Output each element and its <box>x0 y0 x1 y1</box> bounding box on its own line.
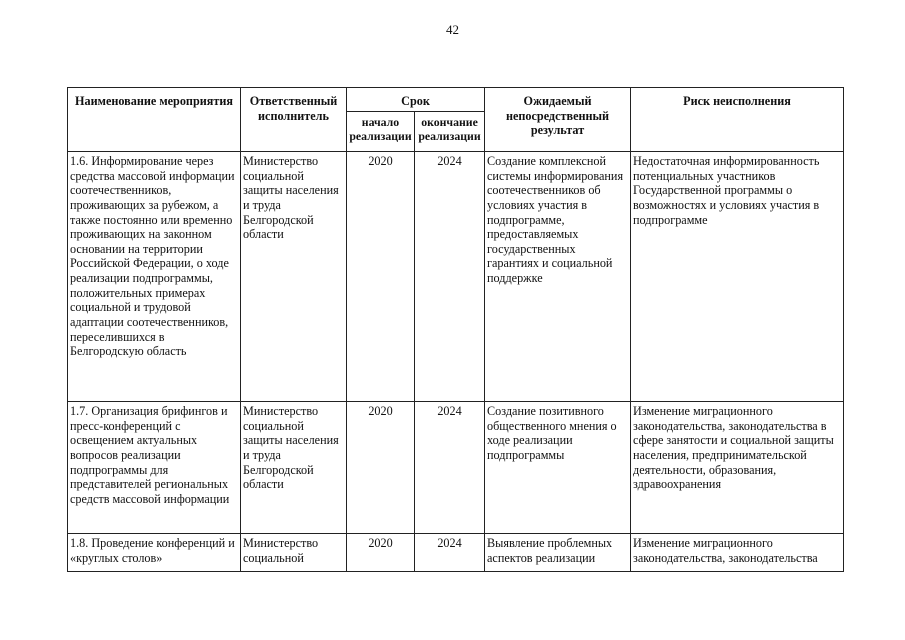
header-term: Срок <box>347 88 485 112</box>
row-executor: Министерство социальной <box>241 534 347 572</box>
row-start-year: 2020 <box>347 402 415 534</box>
header-term-start: начало реализации <box>347 112 415 152</box>
table-row <box>68 152 844 402</box>
row-risk: Изменение миграционного законодательства, законодательства в сфере занятости и социальной защиты населения, предпринимательской деятельности, образования, здравоохранения <box>631 402 844 534</box>
row-end-year: 2024 <box>415 534 485 572</box>
activities-table <box>67 87 844 572</box>
row-activity-name: 1.7. Организация брифингов и пресс-конференций с освещением актуальных вопросов реализации подпрограммы для представителей региональных средств массовой информации <box>68 402 241 534</box>
row-activity-name: 1.6. Информирование через средства массовой информации соотечественников, проживающих за рубежом, а также постоянно или временно проживающих на законном основании на территории Российской Федерации, о ходе реализации подпрограммы, положительных примерах социальной и трудовой адаптации соотечественников, переселившихся в Белгородскую область <box>68 152 241 402</box>
table-row <box>68 534 844 572</box>
row-expected-result: Создание позитивного общественного мнения о ходе реализации подпрограммы <box>485 402 631 534</box>
row-end-year: 2024 <box>415 152 485 402</box>
table-row <box>68 402 844 534</box>
header-risk: Риск неисполнения <box>631 88 844 152</box>
table-header-row <box>68 88 844 112</box>
row-activity-name: 1.8. Проведение конференций и «круглых столов» <box>68 534 241 572</box>
row-risk: Недостаточная информированность потенциальных участников Государственной программы о возможностях и условиях участия в подпрограмме <box>631 152 844 402</box>
header-name: Наименование мероприятия <box>68 88 241 152</box>
row-start-year: 2020 <box>347 152 415 402</box>
row-start-year: 2020 <box>347 534 415 572</box>
row-executor: Министерство социальной защиты населения и труда Белгородской области <box>241 152 347 402</box>
row-expected-result: Выявление проблемных аспектов реализации <box>485 534 631 572</box>
header-executor: Ответственный исполнитель <box>241 88 347 152</box>
header-term-end: окончание реализации <box>415 112 485 152</box>
row-end-year: 2024 <box>415 402 485 534</box>
row-executor: Министерство социальной защиты населения и труда Белгородской области <box>241 402 347 534</box>
header-result: Ожидаемый непосредственный результат <box>485 88 631 152</box>
row-risk: Изменение миграционного законодательства, законодательства <box>631 534 844 572</box>
page-number: 42 <box>446 22 459 37</box>
row-expected-result: Создание комплексной системы информирования соотечественников об условиях участия в подпрограмме, предоставляемых государственных гарантиях и социальной поддержке <box>485 152 631 402</box>
